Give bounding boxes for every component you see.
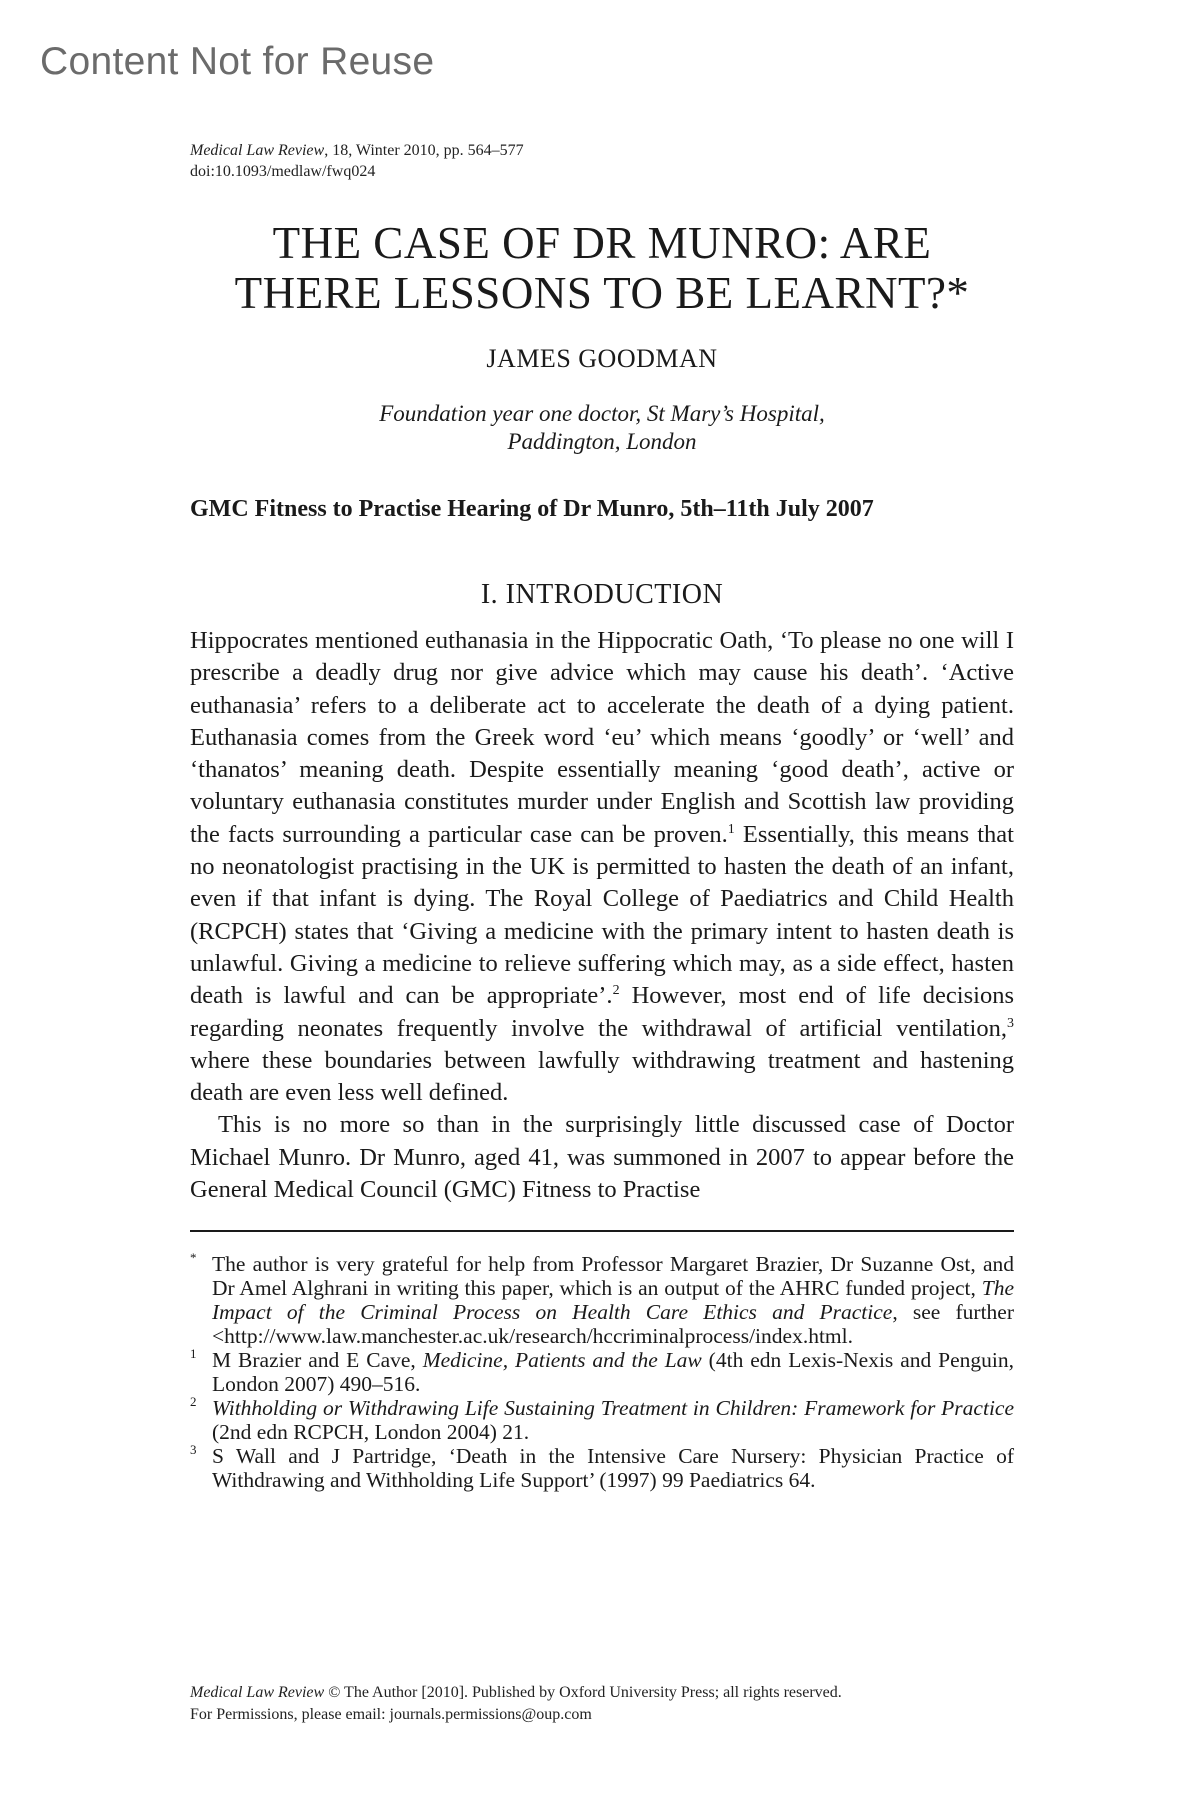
footnote-text: (2nd edn RCPCH, London 2004) 21.	[212, 1420, 530, 1445]
footnote-mark: 1	[190, 1346, 197, 1362]
footnote-text: S Wall and J Partridge, ‘Death in the Intensive Care Nursery: Physician Practice of Withdrawing and Withholding Life Support’ (1997) 99 Paediatrics 64.	[212, 1444, 1014, 1493]
permissions-line: For Permissions, please email: journals.permissions@oup.com	[190, 1706, 592, 1723]
footnote-italic-title: The Impact of the Criminal Process on Health Care Ethics and Practice	[212, 1276, 1014, 1325]
section-heading-introduction: I. INTRODUCTION	[480, 579, 724, 610]
footnote-mark: *	[190, 1250, 197, 1266]
paragraph-1-text-d: where these boundaries between lawfully withdrawing treatment and hastening death are even less well defined.	[190, 1046, 1014, 1107]
body-text	[190, 625, 1014, 1206]
paragraph-1-text-b: Essentially, this means that no neonatologist practising in the UK is permitted to hasten the death of an infant, even if that infant is dying. The Royal College of Paediatrics and Child Health (RCPCH) states that ‘Giving a medicine with the primary intent to hasten death is unlawful. Giving a medicine to relieve suffering which may, as a side effect, hasten death is lawful and can be appropriate’.	[190, 820, 1014, 1010]
copyright-footer	[190, 1682, 1014, 1726]
footnote-divider	[190, 1230, 1014, 1232]
journal-doi: doi:10.1093/medlaw/fwq024	[190, 163, 376, 180]
paper-title	[190, 218, 1014, 318]
author-name: JAMES GOODMAN	[486, 344, 718, 373]
footnote-text: (4th edn Lexis-Nexis and Penguin, London 2007) 490–516.	[212, 1348, 1015, 1397]
footnote-1	[190, 1348, 1014, 1396]
paragraph-1	[190, 625, 1014, 1109]
paragraph-1-text-a: Hippocrates mentioned euthanasia in the Hippocratic Oath, ‘To please no one will I prescribe a deadly drug nor give advice which may cause his death’. ‘Active euthanasia’ refers to a deliberate act to accelerate the death of a dying patient. Euthanasia comes from the Greek word ‘eu’ which means ‘goodly’ or ‘well’ and ‘thanatos’ meaning death. Despite essentially meaning ‘good death’, active or voluntary euthanasia constitutes murder under English and Scottish law providing the facts surrounding a particular case can be proven.	[190, 627, 1014, 848]
copyright-line	[190, 1682, 1014, 1704]
title-line-2: THERE LESSONS TO BE LEARNT?*	[234, 268, 970, 318]
watermark-text: Content Not for Reuse	[40, 40, 435, 83]
footnotes	[190, 1252, 1014, 1492]
footnote-text: , see further <http://www.law.manchester.ac.uk/research/hccriminalprocess/index.html.	[212, 1300, 1015, 1349]
footnote-ref-1[interactable]: 1	[727, 821, 735, 837]
title-line-1: THE CASE OF DR MUNRO: ARE	[272, 218, 932, 268]
author-affiliation	[190, 400, 1014, 456]
footnote-italic-title: Medicine, Patients and the Law	[422, 1348, 702, 1373]
footer-copyright-text: © The Author [2010]. Published by Oxford University Press; all rights reserved.	[324, 1684, 842, 1701]
footer-journal-name: Medical Law Review	[190, 1684, 325, 1701]
footnote-text: M Brazier and E Cave,	[212, 1348, 423, 1373]
footnote-ref-3[interactable]: 3	[1007, 1015, 1014, 1031]
footnote-ref-2[interactable]: 2	[612, 983, 620, 999]
paper-page	[190, 140, 1014, 1492]
affiliation-line-1: Foundation year one doctor, St Mary’s Hospital,	[379, 401, 825, 426]
footnote-mark: 3	[190, 1442, 197, 1458]
footnote-3	[190, 1444, 1014, 1492]
journal-citation-line	[190, 140, 1014, 161]
footnote-text: The author is very grateful for help from Professor Margaret Brazier, Dr Suzanne Ost, and Dr Amel Alghrani in writing this paper, which is an output of the AHRC funded project,	[212, 1252, 1014, 1301]
footnote-star	[190, 1252, 1014, 1348]
journal-name: Medical Law Review	[190, 142, 325, 159]
footnote-2	[190, 1396, 1014, 1444]
paragraph-1-text-c: However, most end of life decisions regarding neonates frequently involve the withdrawal of artificial ventilation,	[190, 982, 1014, 1042]
journal-details: , 18, Winter 2010, pp. 564–577	[324, 142, 524, 159]
case-hearing-heading: GMC Fitness to Practise Hearing of Dr Munro, 5th–11th July 2007	[190, 496, 874, 522]
footnote-mark: 2	[190, 1394, 197, 1410]
footnote-italic-title: Withholding or Withdrawing Life Sustaining Treatment in Children: Framework for Practice	[212, 1396, 1014, 1421]
journal-reference	[190, 140, 1014, 182]
affiliation-line-2: Paddington, London	[507, 429, 697, 454]
paragraph-2: This is no more so than in the surprisingly little discussed case of Doctor Michael Munro. Dr Munro, aged 41, was summoned in 2007 to appear before the General Medical Council (GMC) Fitness to Practise	[190, 1111, 1014, 1204]
